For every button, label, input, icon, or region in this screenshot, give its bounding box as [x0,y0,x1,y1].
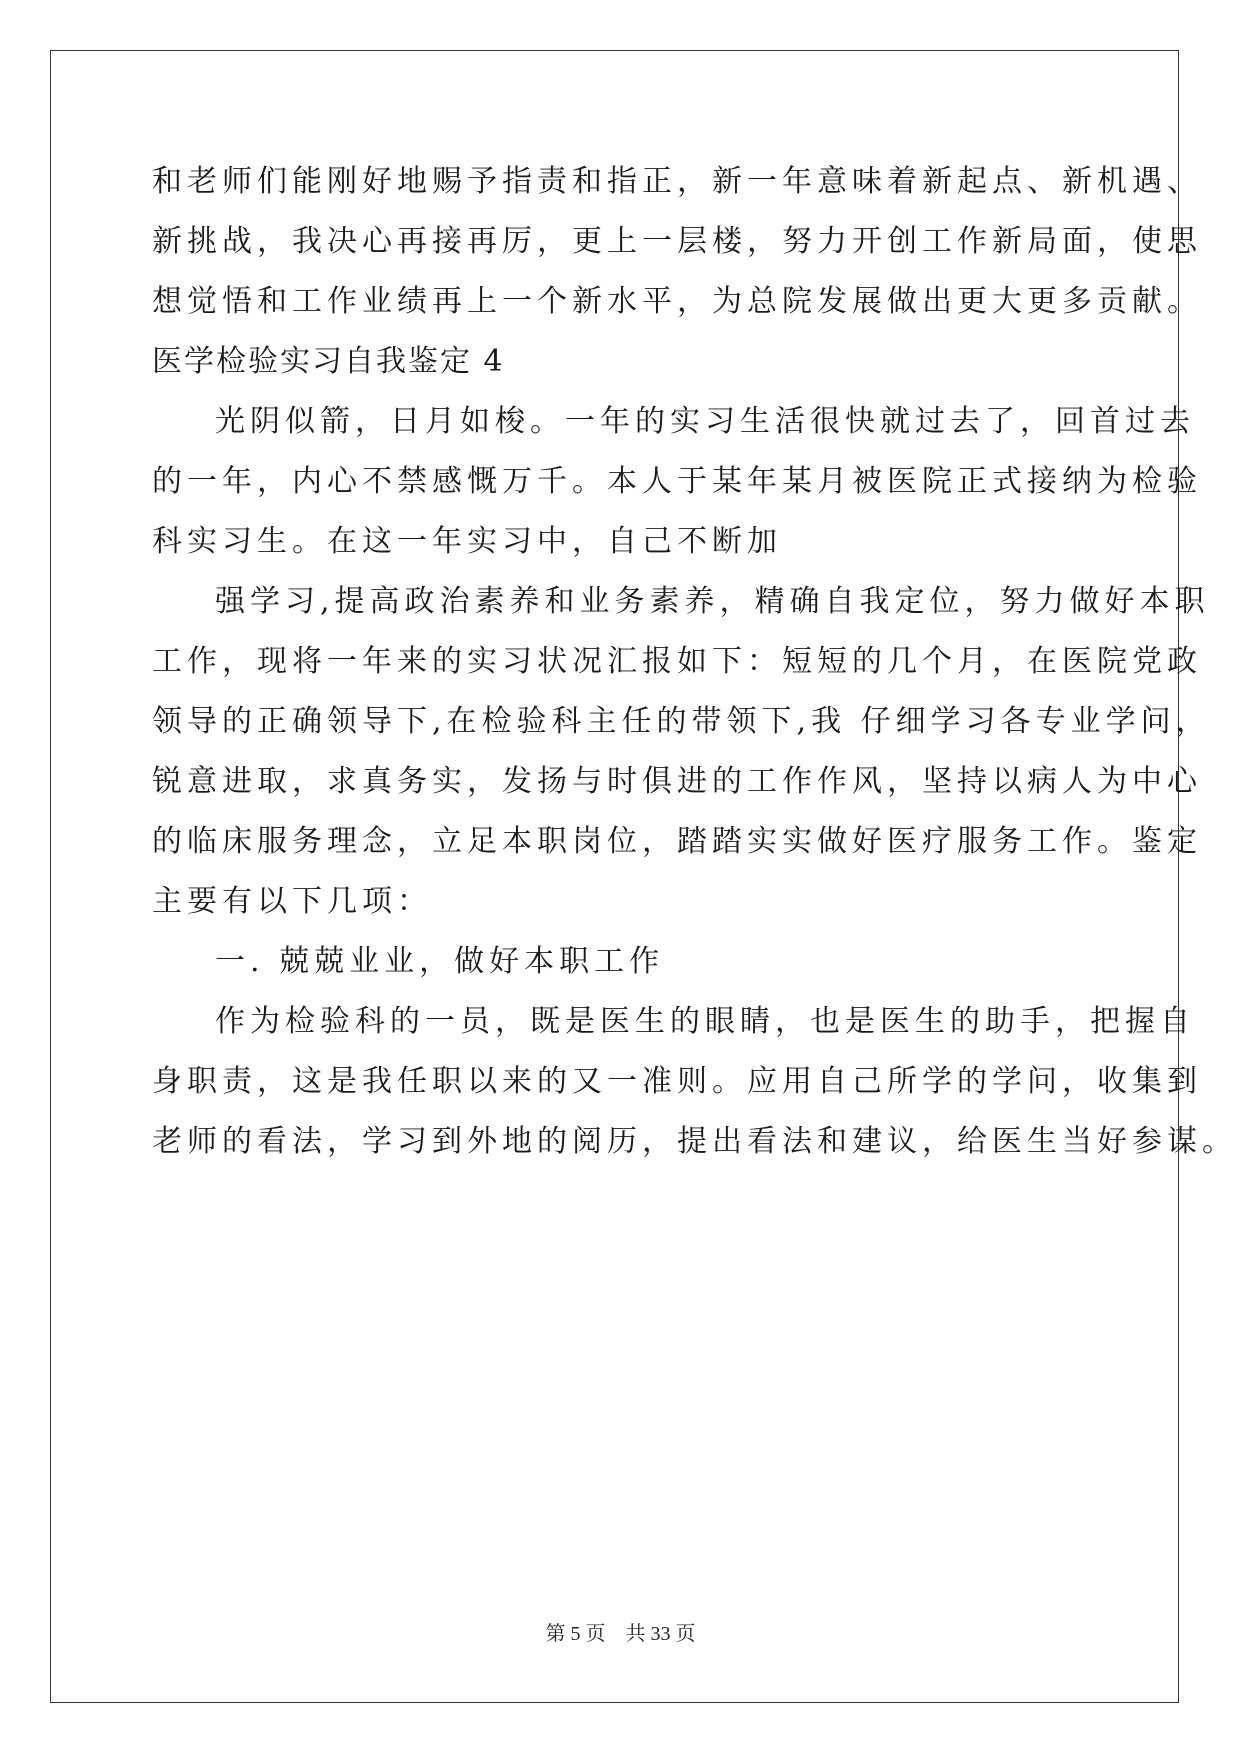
body-line: 科实习生。在这一年实习中，自己不断加 [152,524,782,559]
body-line: 和老师们能刚好地赐予指责和指正，新一年意味着新起点、新机遇、 [152,164,1202,199]
body-line: 主要有以下几项： [152,884,432,919]
body-line: 身职责，这是我任职以来的又一准则。应用自己所学的学问，收集到 [152,1064,1202,1099]
body-line: 光阴似箭，日月如梭。一年的实习生活很快就过去了，回首过去 [215,404,1195,439]
section-heading: 医学检验实习自我鉴定 4 [152,344,505,379]
page-footer: 第 5 页 共 33 页 [545,1623,696,1645]
document-body [152,152,1237,1172]
body-line: 作为检验科的一员，既是医生的眼睛，也是医生的助手，把握自 [215,1004,1195,1039]
body-line: 的一年，内心不禁感慨万千。本人于某年某月被医院正式接纳为检验 [152,464,1202,499]
subsection-heading: 一. 兢兢业业，做好本职工作 [215,944,665,979]
body-line: 新挑战，我决心再接再厉，更上一层楼，努力开创工作新局面，使思 [152,224,1202,259]
body-line: 锐意进取，求真务实，发扬与时俱进的工作作风，坚持以病人为中心 [152,764,1202,799]
body-line: 想觉悟和工作业绩再上一个新水平，为总院发展做出更大更多贡献。 [152,284,1202,319]
body-line: 工作，现将一年来的实习状况汇报如下：短短的几个月，在医院党政 [152,644,1202,679]
body-line: 老师的看法，学习到外地的阅历，提出看法和建议，给医生当好参谋。 [152,1124,1237,1159]
body-line: 领导的正确领导下,在检验科主任的带领下,我 仔细学习各专业学问， [152,704,1211,739]
body-line: 的临床服务理念，立足本职岗位，踏踏实实做好医疗服务工作。鉴定 [152,824,1202,859]
body-line: 强学习,提高政治素养和业务素养，精确自我定位，努力做好本职 [215,584,1210,619]
